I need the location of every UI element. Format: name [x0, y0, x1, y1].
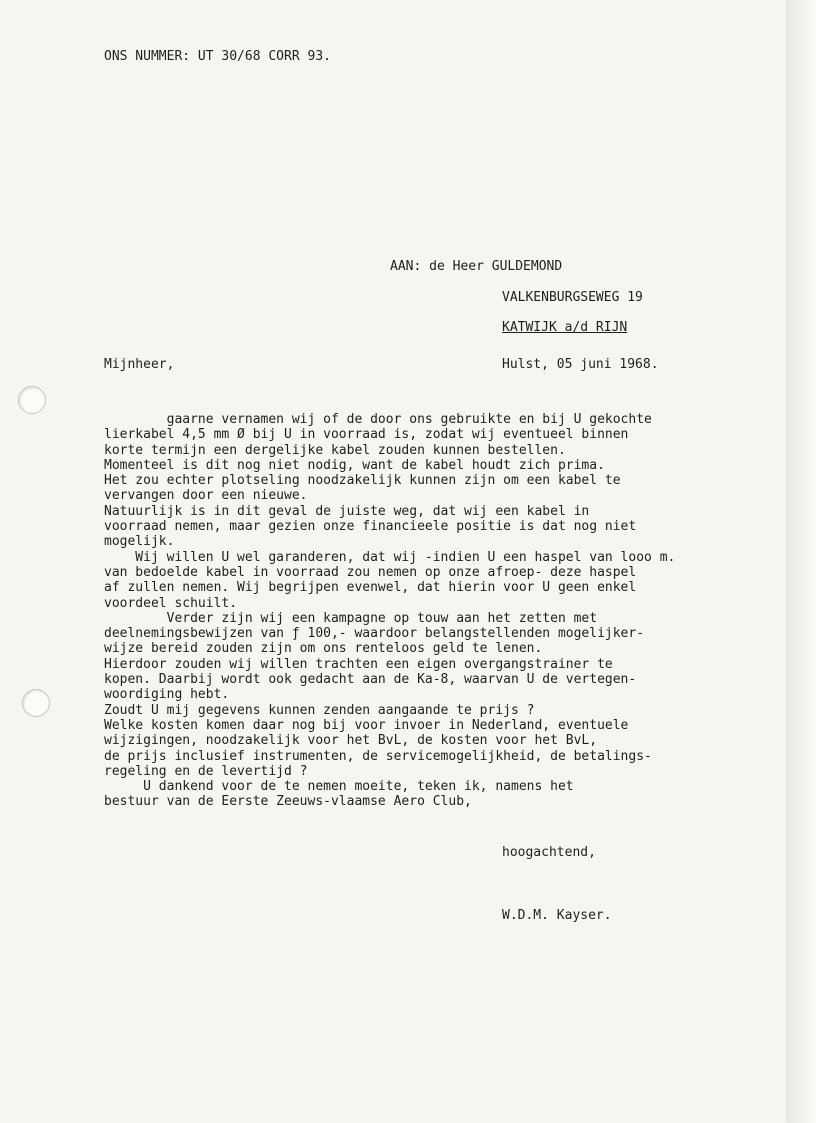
address-prefix: AAN: de Heer [390, 259, 484, 275]
body-line: Verder zijn wij een kampagne op touw aan het zetten met [104, 610, 598, 626]
body-line: korte termijn een dergelijke kabel zouden kunnen bestellen. [104, 442, 566, 458]
body-line: voordeel schuilt. [104, 595, 238, 611]
body-line: Zoudt U mij gegevens kunnen zenden aangaande te prijs ? [104, 702, 535, 718]
closing: hoogachtend, [502, 845, 596, 860]
place-date: Hulst, 05 juni 1968. [502, 357, 659, 372]
body-line: mogelijk. [104, 534, 175, 550]
body-line: voorraad nemen, maar gezien onze financieele positie is dat nog niet [104, 519, 637, 535]
body-line: Natuurlijk is in dit geval de juiste weg, dat wij een kabel in [104, 503, 590, 519]
page-edge [786, 0, 816, 1123]
body-line: Momenteel is dit nog niet nodig, want de kabel houdt zich prima. [104, 457, 605, 473]
body-line: gaarne vernamen wij of de door ons gebruikte en bij U gekochte [104, 412, 652, 427]
body-line: Welke kosten komen daar nog bij voor invoer in Nederland, eventuele [104, 717, 629, 733]
signature: W.D.M. Kayser. [502, 908, 612, 923]
body-line: Het zou echter plotseling noodzakelijk kunnen zijn om een kabel te [104, 473, 621, 489]
body-line: Wij willen U wel garanderen, dat wij -indien U een haspel van looo m. [104, 549, 676, 565]
body-line: lierkabel 4,5 mm Ø bij U in voorraad is, zodat wij eventueel binnen [104, 427, 629, 443]
reference-number: ONS NUMMER: UT 30/68 CORR 93. [104, 49, 331, 64]
salutation: Mijnheer, [104, 357, 175, 372]
body-line: van bedoelde kabel in voorraad zou nemen op onze afroep- deze haspel [104, 564, 637, 580]
body-line: bestuur van de Eerste Zeeuws-vlaamse Aero Club, [104, 794, 472, 810]
punch-hole-top [18, 386, 46, 414]
body-line: regeling en de levertijd ? [104, 763, 308, 779]
body-line: vervangen door een nieuwe. [104, 488, 308, 504]
body-line: Hierdoor zouden wij willen trachten een eigen overgangstrainer te [104, 656, 613, 672]
body-line: wijzigingen, noodzakelijk voor het BvL, de kosten voor het BvL, [104, 733, 598, 749]
recipient-city: KATWIJK a/d RIJN [502, 320, 628, 336]
body-line: af zullen nemen. Wij begrijpen evenwel, dat hierin voor U geen enkel [104, 580, 637, 596]
body-line: U dankend voor de te nemen moeite, teken ik, namens het [104, 779, 574, 795]
punch-hole-bottom [22, 689, 50, 717]
body-line: de prijs inclusief instrumenten, de servicemogelijkheid, de betalings- [104, 748, 652, 764]
recipient-street: VALKENBURGSEWEG 19 [502, 289, 643, 305]
body-line: woordiging hebt. [104, 687, 230, 703]
recipient-address-block [390, 244, 643, 351]
body-line: deelnemingsbewijzen van ƒ 100,- waardoor belangstellenden mogelijker- [104, 626, 645, 642]
letter-body [104, 412, 675, 810]
body-line: kopen. Daarbij wordt ook gedacht aan de Ka-8, waarvan U de vertegen- [104, 672, 637, 688]
body-line: wijze bereid zouden zijn om ons renteloos geld te lenen. [104, 641, 543, 657]
recipient-name: GULDEMOND [491, 259, 563, 275]
